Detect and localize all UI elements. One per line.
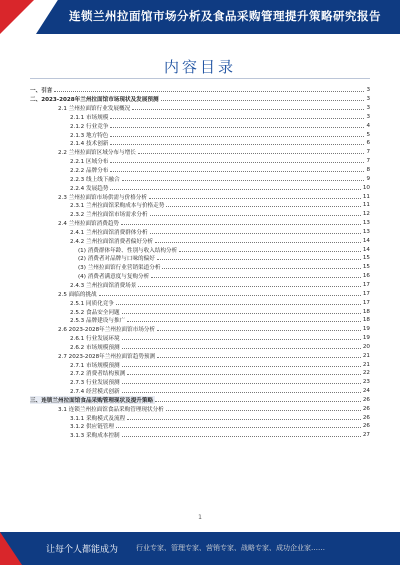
toc-entry-page: 13 [362,228,370,235]
header-accent [0,0,34,34]
toc-entry-page: 3 [366,96,370,103]
toc-entry-label: 2.4.1 兰州拉面馆消费群体分析 [70,229,148,236]
toc-entry-label: 2.2 兰州拉面馆区域分布与增长 [58,150,136,157]
toc-entry[interactable] [30,422,370,431]
toc-entry-page: 15 [362,255,370,262]
toc-entry[interactable] [30,272,370,281]
toc-entry-page: 27 [362,432,370,439]
toc-entry-page: 17 [362,281,370,288]
toc-leader [116,427,361,428]
toc-entry-page: 18 [362,308,370,315]
toc-entry-label: 一、引言 [30,88,53,95]
toc-leader [150,233,361,234]
toc-leader [110,171,364,172]
toc-entry[interactable] [30,104,370,113]
toc-entry-page: 5 [366,131,370,138]
toc-entry[interactable] [30,219,370,228]
toc-entry-label: 2.6.1 行业发展环境 [70,336,120,343]
toc-entry[interactable] [30,139,370,148]
toc-leader [110,162,364,163]
toc-entry-page: 8 [366,167,370,174]
toc-entry[interactable] [30,254,370,263]
toc-entry-page: 3 [366,113,370,120]
toc-entry[interactable] [30,334,370,343]
toc-entry[interactable] [30,236,370,245]
toc-leader [110,189,360,190]
toc-entry-label: 2.5.1 同质化竞争 [70,300,114,307]
toc-entry-label: 2.2.4 发展趋势 [70,185,109,192]
toc-entry-page: 11 [362,202,370,209]
toc-leader [151,277,361,278]
toc-entry[interactable] [30,148,370,157]
toc-entry-label: 2.6.2 市场规模预测 [70,344,120,351]
toc-entry[interactable] [30,166,370,175]
toc-entry-page: 26 [362,405,370,412]
toc-entry-label: 2.3 兰州拉面馆市场供需与价格分析 [58,194,147,201]
toc-leader [122,339,361,340]
toc-entry-label: 2.7 2023-2028年兰州拉面馆趋势预测 [58,353,156,360]
toc-entry-page: 4 [366,122,370,129]
toc-entry[interactable] [30,369,370,378]
toc-leader [138,153,365,154]
toc-entry-label: 3.1 连锁兰州拉面馆食品采购管理现状分析 [58,406,164,413]
toc-entry-label: 2.4.2 兰州拉面馆消费者偏好分析 [70,238,154,245]
toc-leader [166,206,361,207]
toc-entry-page: 10 [362,184,370,191]
toc-entry-page: 13 [362,220,370,227]
toc-entry-label: 2.6 2023-2028年兰州拉面馆市场分析 [58,327,156,334]
toc-entry-label: (2) 消费者对品牌与口味的偏好 [78,256,155,263]
toc-entry[interactable] [30,157,370,166]
toc-leader [122,383,361,384]
toc-entry-page: 3 [366,87,370,94]
toc-entry-page: 7 [366,158,370,165]
toc-entry-label: 2.7.4 经营模式创新 [70,389,120,396]
footer-bar [0,532,400,565]
toc-entry-label: 2.7.1 市场规模预测 [70,362,120,369]
toc-entry-label: 2.7.3 行业发展预测 [70,380,120,387]
heading-divider [30,78,370,79]
table-of-contents [30,86,370,440]
toc-leader [121,224,361,225]
toc-entry-page: 20 [362,343,370,350]
toc-leader [161,100,365,101]
toc-entry[interactable] [30,228,370,237]
toc-leader [179,251,361,252]
toc-entry[interactable] [30,325,370,334]
toc-leader [122,180,365,181]
toc-entry-label: 三、连锁兰州拉面馆食品采购管理现状及提升策略 [30,397,154,404]
toc-leader [157,330,361,331]
toc-entry[interactable] [30,342,370,351]
toc-entry[interactable] [30,245,370,254]
toc-leader [149,198,361,199]
toc-entry[interactable] [30,413,370,422]
toc-entry-page: 9 [366,175,370,182]
toc-entry-label: (1) 消费群体年龄、性别与收入结构分析 [78,247,178,254]
toc-entry[interactable] [30,201,370,210]
toc-entry[interactable] [30,298,370,307]
toc-leader [116,304,361,305]
toc-entry-label: 3.1.2 供应链管理 [70,424,114,431]
toc-entry-label: (4) 消费者满意度与复购分析 [78,274,150,281]
toc-leader [132,109,364,110]
toc-entry-label: 2.4 兰州拉面馆消费趋势 [58,221,120,228]
toc-entry-label: 2.5.3 品牌建设与推广 [70,318,126,325]
toc-entry-label: 2.1.1 市场规模 [70,114,109,121]
toc-entry-page: 22 [362,370,370,377]
toc-leader [155,401,361,402]
toc-entry-page: 12 [362,211,370,218]
toc-entry[interactable] [30,431,370,440]
toc-entry-page: 26 [362,423,370,430]
toc-entry[interactable] [30,130,370,139]
toc-entry-page: 3 [366,105,370,112]
toc-leader [110,127,364,128]
toc-entry[interactable] [30,86,370,95]
toc-entry[interactable] [30,183,370,192]
footer-accent [0,532,22,565]
toc-leader [54,91,364,92]
toc-entry-label: 3.1.3 采购成本控制 [70,433,120,440]
toc-entry[interactable] [30,387,370,396]
toc-entry-page: 11 [362,193,370,200]
toc-leader [138,286,361,287]
toc-leader [150,215,361,216]
toc-entry-page: 26 [362,414,370,421]
toc-entry[interactable] [30,404,370,413]
toc-leader [155,242,361,243]
toc-leader [127,374,361,375]
toc-entry[interactable] [30,95,370,104]
toc-entry[interactable] [30,351,370,360]
toc-entry-label: 2.2.3 线上线下融合 [70,176,120,183]
toc-leader [122,392,361,393]
page-number: 1 [198,514,202,521]
toc-entry-label: 2.5.2 食品安全问题 [70,309,120,316]
toc-leader [157,259,361,260]
footer-tags: 行业专家、管理专家、营销专家、战略专家、成功企业家…… [136,544,325,552]
toc-entry[interactable] [30,316,370,325]
toc-leader [166,410,361,411]
toc-entry[interactable] [30,396,370,405]
footer-lead: 让每个人都能成为 [46,545,119,555]
toc-heading: 内容目录 [163,58,236,76]
toc-entry[interactable] [30,360,370,369]
toc-entry-label: 二、2023-2028年兰州拉面馆市场现状及发展预测 [30,97,159,104]
toc-entry-page: 17 [362,290,370,297]
toc-leader [122,348,361,349]
toc-entry[interactable] [30,281,370,290]
toc-entry-page: 26 [362,396,370,403]
toc-entry[interactable] [30,121,370,130]
toc-entry-label: 2.5 面临的挑战 [58,291,97,298]
header-bar [0,0,400,34]
toc-entry-page: 19 [362,326,370,333]
toc-entry-page: 7 [366,149,370,156]
toc-entry-label: 2.1.4 技术创新 [70,141,109,148]
toc-entry-page: 21 [362,352,370,359]
toc-entry-label: 2.3.2 兰州拉面馆市场需求分析 [70,212,148,219]
toc-entry[interactable] [30,263,370,272]
toc-entry[interactable] [30,174,370,183]
toc-leader [162,268,360,269]
toc-entry-page: 16 [362,273,370,280]
toc-leader [127,321,361,322]
toc-entry-label: 2.1.2 行业竞争 [70,123,109,130]
toc-leader [157,357,361,358]
toc-entry-label: 2.7.2 消费者结构预测 [70,371,126,378]
toc-entry-page: 24 [362,388,370,395]
toc-entry[interactable] [30,113,370,122]
toc-entry[interactable] [30,289,370,298]
toc-entry-page: 23 [362,379,370,386]
toc-entry-label: 2.1.3 地方特色 [70,132,109,139]
toc-entry-label: 2.1 兰州拉面馆行业发展概况 [58,106,131,113]
toc-entry-page: 18 [362,317,370,324]
toc-entry-page: 17 [362,299,370,306]
toc-entry-label: 2.2.1 区域分布 [70,159,109,166]
toc-entry-label: 2.2.2 品牌分布 [70,168,109,175]
toc-leader [110,118,364,119]
toc-entry[interactable] [30,378,370,387]
toc-leader [122,313,361,314]
toc-entry-page: 21 [362,361,370,368]
toc-entry-label: (3) 兰州拉面馆行业营销渠道分析 [78,265,161,272]
toc-leader [99,295,361,296]
toc-leader [110,136,364,137]
toc-entry[interactable] [30,210,370,219]
toc-entry[interactable] [30,307,370,316]
toc-leader [122,366,361,367]
toc-leader [110,144,364,145]
toc-entry-label: 2.3.1 兰州拉面馆采购成本与价格走势 [70,203,165,210]
toc-leader [122,436,361,437]
toc-entry[interactable] [30,192,370,201]
toc-leader [127,419,361,420]
toc-entry-label: 2.4.3 兰州拉面馆消费场景 [70,282,137,289]
toc-entry-page: 6 [366,140,370,147]
toc-entry-page: 19 [362,335,370,342]
report-title: 连锁兰州拉面馆市场分析及食品采购管理提升策略研究报告 [69,9,381,23]
toc-entry-page: 15 [362,264,370,271]
toc-entry-label: 3.1.1 采购模式及流程 [70,415,126,422]
toc-entry-page: 14 [362,237,370,244]
toc-entry-page: 14 [362,246,370,253]
